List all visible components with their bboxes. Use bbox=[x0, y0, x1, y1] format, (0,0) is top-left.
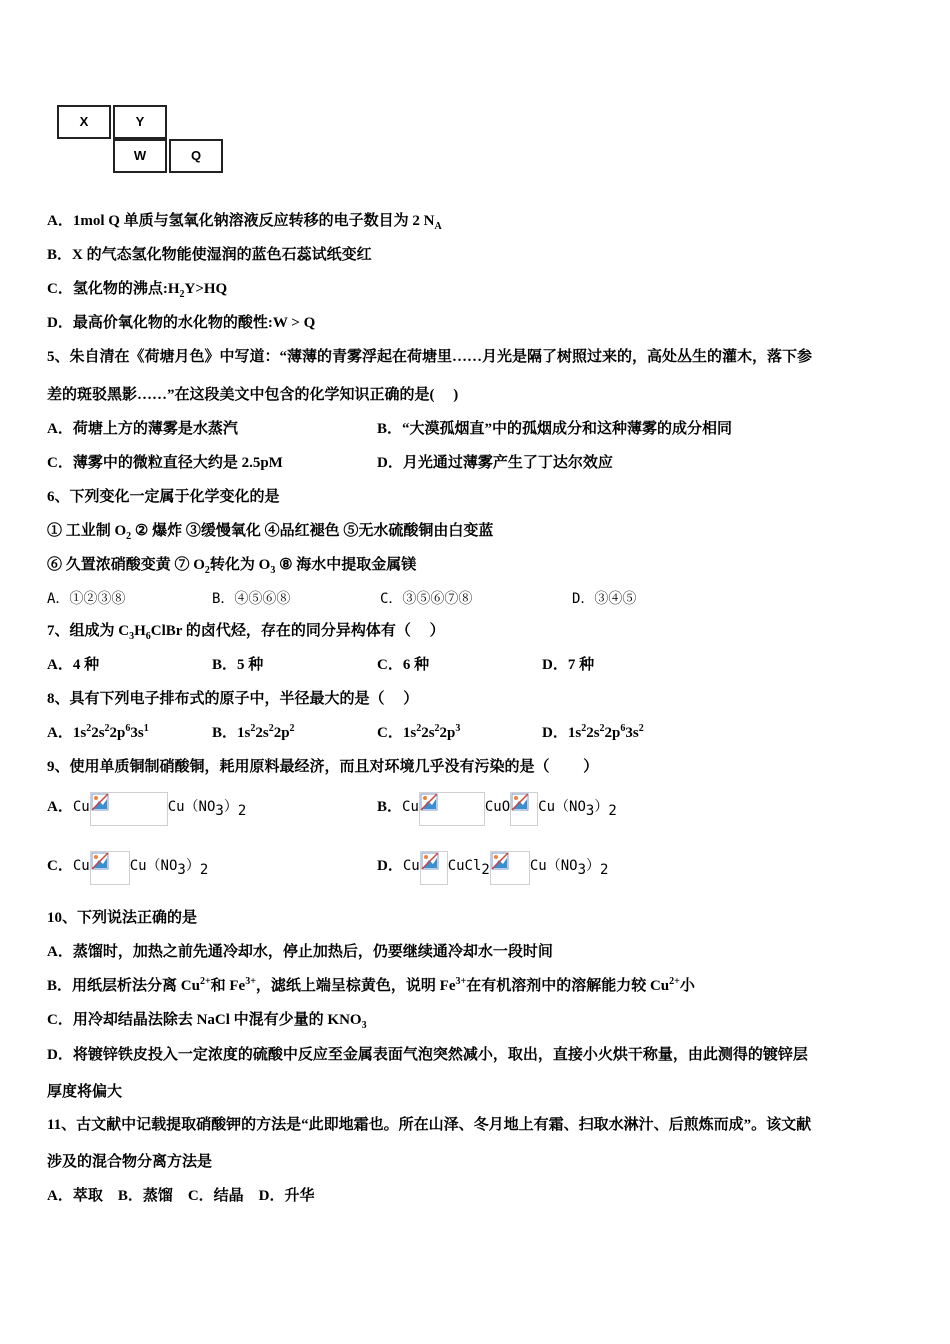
q11-stem-line1: 11、古文献中记载提取硝酸钾的方法是“此即地霜也。所在山泽、冬月地上有霜、扫取水淋汁、后煎炼而成”。该文献 bbox=[47, 1117, 812, 1133]
q7-stem: 7、组成为 $C_3H_6ClBr$ 的卤代烃，存在的同分异构体有（ ） bbox=[47, 623, 445, 642]
q6-option-d: D．③④⑤ bbox=[572, 591, 637, 607]
q5-option-a: A．荷塘上方的薄雾是水蒸汽 bbox=[47, 421, 238, 437]
q8-option-d: D．$1s^22s^22p^63s^2$ bbox=[542, 723, 644, 741]
q4-option-b: B．X 的气态氢化物能使湿润的蓝色石蕊试纸变红 bbox=[47, 247, 372, 263]
q6-option-b: B．④⑤⑥⑧ bbox=[212, 591, 291, 607]
q7-option-c: C．6 种 bbox=[377, 657, 430, 673]
q10-option-d-line1: D．将镀锌铁皮投入一定浓度的硫酸中反应至金属表面气泡突然减小，取出，直接小火烘干称量，由此测得的镀锌层 bbox=[47, 1047, 808, 1063]
q10-option-a: A．蒸馏时，加热之前先通冷却水，停止加热后，仍要继续通冷却水一段时间 bbox=[47, 944, 553, 960]
q8-option-c: C．$1s^22s^22p^3$ bbox=[377, 723, 461, 741]
q9-option-d: D．Cu CuCl$_2$ $Cu(NO_3)_2$ bbox=[377, 845, 608, 885]
q6-list-line2: ⑥ 久置浓硝酸变黄 ⑦ $O_2$转化为 $O_3$ ⑧ 海水中提取金属镁 bbox=[47, 557, 417, 576]
q7-option-b: B．5 种 bbox=[212, 657, 264, 673]
q10-stem: 10、下列说法正确的是 bbox=[47, 910, 198, 926]
q7-option-d: D．7 种 bbox=[542, 657, 595, 673]
q11-stem-line2: 涉及的混合物分离方法是 bbox=[47, 1154, 213, 1170]
cell-x: X bbox=[57, 105, 111, 139]
broken-image-icon bbox=[490, 851, 530, 885]
q6-option-c: C．③⑤⑥⑦⑧ bbox=[380, 591, 473, 607]
q5-option-c: C．薄雾中的微粒直径大约是 2.5pM bbox=[47, 455, 283, 471]
q5-stem-line1: 5、朱自清在《荷塘月色》中写道：“薄薄的青雾浮起在荷塘里……月光是隔了树照过来的，高处丛生的灌木，落下参 bbox=[47, 349, 813, 365]
q4-option-c: C．氢化物的沸点$:H_2Y>HQ$ bbox=[47, 281, 228, 300]
q9-option-a: A．Cu $Cu(NO_3)_2$ bbox=[47, 786, 246, 826]
broken-image-icon bbox=[420, 851, 448, 885]
q5-option-d: D．月光通过薄雾产生了丁达尔效应 bbox=[377, 455, 613, 471]
q10-option-d-line2: 厚度将偏大 bbox=[47, 1084, 123, 1100]
q4-option-d: D．最高价氧化物的水化物的酸性:W > Q bbox=[47, 315, 316, 331]
cell-y: Y bbox=[113, 105, 167, 139]
q8-stem: 8、具有下列电子排布式的原子中，半径最大的是（ ） bbox=[47, 691, 419, 707]
broken-image-icon bbox=[419, 792, 485, 826]
q9-stem: 9、使用单质铜制硝酸铜，耗用原料最经济，而且对环境几乎没有污染的是（ ） bbox=[47, 759, 599, 775]
broken-image-icon bbox=[90, 792, 168, 826]
q6-list-line1: ① 工业制 $O_2$ ② 爆炸 ③缓慢氧化 ④品红褪色 ⑤无水硫酸铜由白变蓝 bbox=[47, 523, 494, 542]
q8-option-b: B．$1s^22s^22p^2$ bbox=[212, 723, 295, 741]
q6-stem: 6、下列变化一定属于化学变化的是 bbox=[47, 489, 280, 505]
q9-option-c: C．Cu $Cu(NO_3)_2$ bbox=[47, 845, 208, 885]
q11-options: A．萃取 B．蒸馏 C．结晶 D．升华 bbox=[47, 1188, 315, 1204]
q10-option-b: B．用纸层析法分离 $Cu^{2+}$和 $Fe^{3+}$，滤纸上端呈棕黄色，说明 $Fe^{3+}$在有机溶剂中的溶解能力较 $Cu^{2+}$小 bbox=[47, 976, 695, 994]
broken-image-icon bbox=[510, 792, 538, 826]
q10-option-c: C．用冷却结晶法除去 NaCl 中混有少量的 $KNO_3$ bbox=[47, 1012, 367, 1031]
cell-q: Q bbox=[169, 139, 223, 173]
q8-option-a: A．$1s^22s^22p^63s^1$ bbox=[47, 723, 149, 741]
q6-option-a: A．①②③⑧ bbox=[47, 591, 126, 607]
cell-w: W bbox=[113, 139, 167, 173]
q5-stem-line2: 差的斑驳黑影……”在这段美文中包含的化学知识正确的是( ) bbox=[47, 387, 459, 403]
q7-option-a: A．4 种 bbox=[47, 657, 100, 673]
q5-option-b: B．“大漠孤烟直”中的孤烟成分和这种薄雾的成分相同 bbox=[377, 421, 733, 437]
q4-option-a: A．1mol Q 单质与氢氧化钠溶液反应转移的电子数目为 2 $N_A$ bbox=[47, 213, 442, 232]
broken-image-icon bbox=[90, 851, 130, 885]
q9-option-b: B．Cu CuO $Cu(NO_3)_2$ bbox=[377, 786, 617, 826]
